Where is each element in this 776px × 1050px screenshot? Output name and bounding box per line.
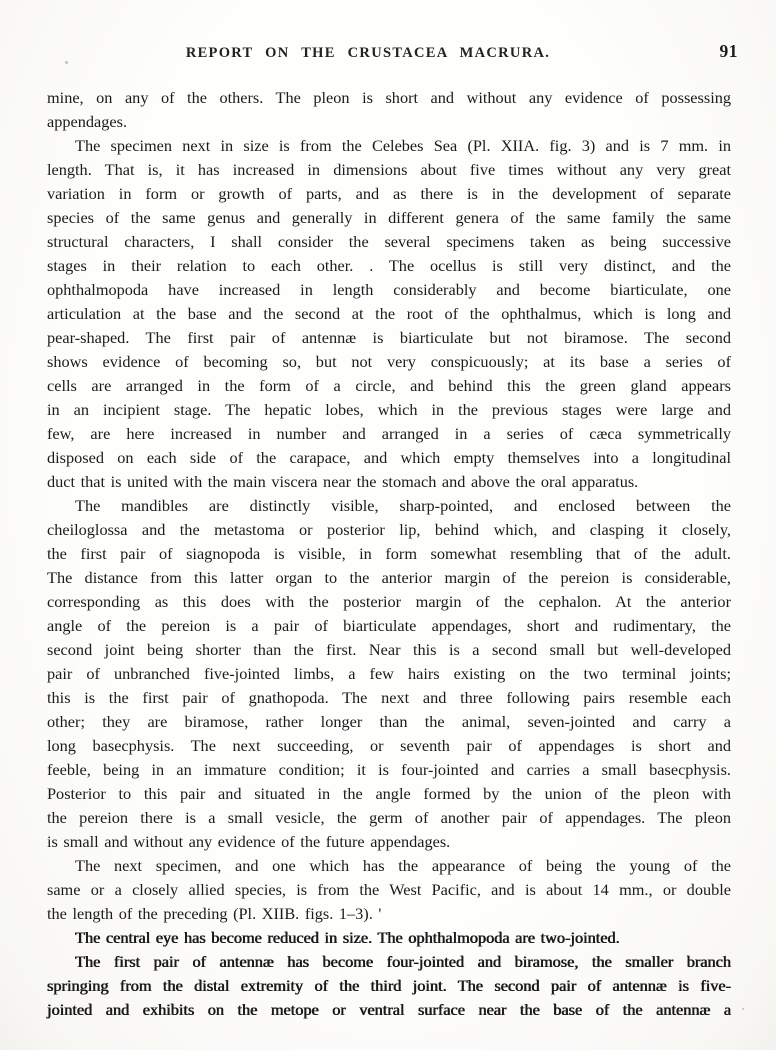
- text-line: pair of unbranched five-jointed limbs, a few hairs existing on the two terminal joints;: [47, 664, 731, 683]
- text-line: springing from the distal extremity of the third joint. The second pair of antennæ is five-: [47, 976, 731, 995]
- paragraph: [47, 86, 731, 134]
- paragraph: [47, 926, 731, 950]
- text-line: variation in form or growth of parts, and as there is in the development of separate: [47, 184, 731, 203]
- text-line: The central eye has become reduced in size. The ophthalmopoda are two-jointed.: [75, 928, 620, 947]
- text-line: mine, on any of the others. The pleon is short and without any evidence of possessing: [47, 88, 731, 107]
- text-line: same or a closely allied species, is from the West Pacific, and is about 14 mm., or double: [47, 880, 731, 899]
- text-line: the length of the preceding (Pl. XIIB. figs. 1–3). ': [47, 904, 382, 923]
- text-line: duct that is united with the main viscera near the stomach and above the oral apparatus.: [47, 472, 639, 491]
- text-line: The next specimen, and one which has the appearance of being the young of the: [75, 856, 731, 875]
- text-line: second joint being shorter than the first. Near this is a second small but well-developed: [47, 640, 731, 659]
- text-line: structural characters, I shall consider the several specimens taken as being successive: [47, 232, 731, 251]
- paragraph: [47, 494, 731, 854]
- text-line: is small and without any evidence of the future appendages.: [47, 832, 451, 851]
- text-line: ophthalmopoda have increased in length considerably and become biarticulate, one: [47, 280, 731, 299]
- text-line: cells are arranged in the form of a circle, and behind this the green gland appears: [47, 376, 731, 395]
- text-line: disposed on each side of the carapace, and which empty themselves into a longitudinal: [47, 448, 731, 467]
- text-line: The distance from this latter organ to the anterior margin of the pereion is considerable,: [47, 568, 731, 587]
- page-header: [38, 41, 738, 69]
- paragraph: [47, 134, 731, 494]
- text-line: pear-shaped. The first pair of antennæ is biarticulate but not biramose. The second: [47, 328, 731, 347]
- text-line: articulation at the base and the second at the root of the ophthalmus, which is long and: [47, 304, 731, 323]
- text-line: The specimen next in size is from the Celebes Sea (Pl. XIIA. fig. 3) and is 7 mm. in: [75, 136, 731, 155]
- text-line: angle of the pereion is a pair of biarticulate appendages, short and rudimentary, the: [47, 616, 731, 635]
- scan-speck: [65, 61, 68, 64]
- text-line: stages in their relation to each other. . The ocellus is still very distinct, and the: [47, 256, 731, 275]
- text-line: other; they are biramose, rather longer than the animal, seven-jointed and carry a: [47, 712, 731, 731]
- text-line: this is the first pair of gnathopoda. The next and three following pairs resemble each: [47, 688, 731, 707]
- scan-speck: [742, 1008, 744, 1010]
- text-line: the first pair of siagnopoda is visible, in form somewhat resembling that of the adult.: [47, 544, 731, 563]
- paragraph: [47, 854, 731, 926]
- paragraph: [47, 950, 731, 1022]
- text-line: jointed and exhibits on the metope or ventral surface near the base of the antennæ a: [47, 1000, 731, 1019]
- text-line: shows evidence of becoming so, but not very conspicuously; at its base a series of: [47, 352, 731, 371]
- text-line: species of the same genus and generally in different genera of the same family the same: [47, 208, 731, 227]
- running-head-title: REPORT ON THE CRUSTACEA MACRURA.: [185, 45, 551, 61]
- text-line: the pereion there is a small vesicle, the germ of another pair of appendages. The pleon: [47, 808, 731, 827]
- page-body: [47, 86, 731, 1022]
- text-line: length. That is, it has increased in dimensions about five times without any very great: [47, 160, 731, 179]
- text-line: corresponding as this does with the posterior margin of the cephalon. At the anterior: [47, 592, 731, 611]
- text-line: long basecphysis. The next succeeding, or seventh pair of appendages is short and: [47, 736, 731, 755]
- text-line: in an incipient stage. The hepatic lobes, which in the previous stages were large and: [47, 400, 731, 419]
- text-line: few, are here increased in number and arranged in a series of cæca symmetrically: [47, 424, 731, 443]
- page-number: 91: [719, 41, 738, 61]
- text-line: The mandibles are distinctly visible, sharp-pointed, and enclosed between the: [75, 496, 731, 515]
- text-line: Posterior to this pair and situated in the angle formed by the union of the pleon with: [47, 784, 731, 803]
- text-line: The first pair of antennæ has become four-jointed and biramose, the smaller branch: [75, 952, 731, 971]
- text-line: appendages.: [47, 112, 128, 131]
- text-line: feeble, being in an immature condition; it is four-jointed and carries a small basecphysis.: [47, 760, 731, 779]
- text-line: cheiloglossa and the metastoma or posterior lip, behind which, and clasping it closely,: [47, 520, 731, 539]
